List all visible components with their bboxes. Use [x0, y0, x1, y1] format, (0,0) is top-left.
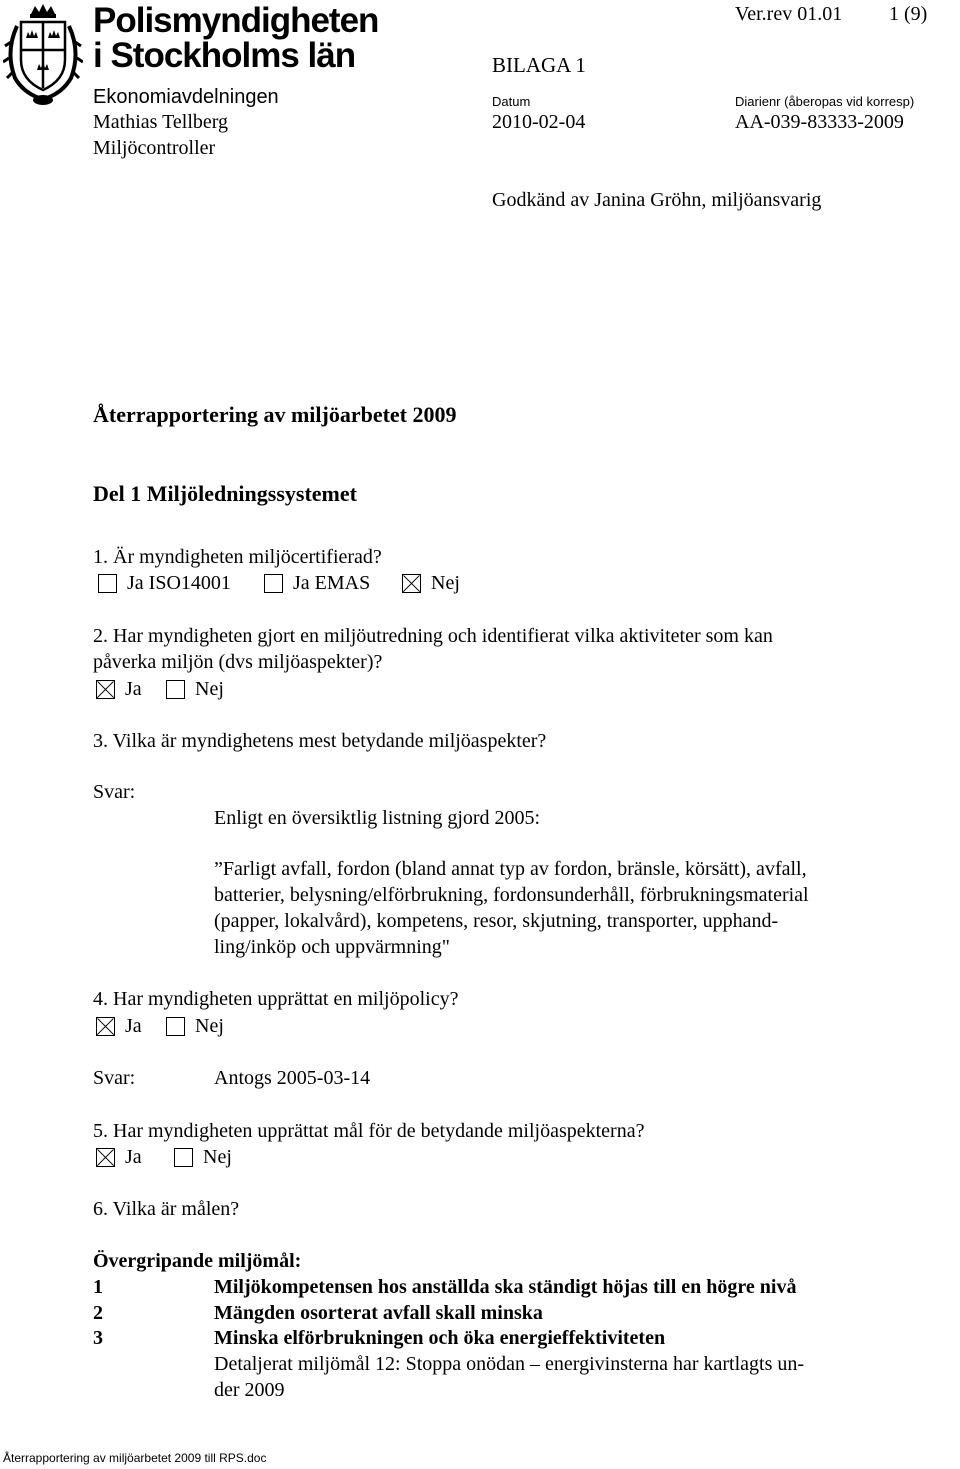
document-title: Återrapportering av miljöarbetet 2009: [93, 402, 457, 427]
answer-3-intro: Enligt en översiktlig listning gjord 2005:: [214, 807, 541, 829]
datum-label: Datum: [492, 94, 531, 109]
question-2-line2: påverka miljön (dvs miljöaspekter)?: [93, 651, 383, 673]
answer-3-line3: (papper, lokalvård), kompetens, resor, skjutning, transporter, upphand-: [214, 910, 779, 932]
checkbox-checked[interactable]: [402, 574, 421, 593]
question-6: 6. Vilka är målen?: [93, 1198, 240, 1220]
question-4-options: [96, 1015, 224, 1038]
footer-filename: Återrapportering av miljöarbetet 2009 till RPS.doc: [3, 1451, 267, 1465]
checkbox[interactable]: [264, 574, 283, 593]
author-role: Miljöcontroller: [93, 137, 216, 159]
bilaga-label: BILAGA 1: [492, 53, 586, 77]
checkbox-checked[interactable]: [96, 1148, 115, 1167]
option-nej[interactable]: Nej: [166, 678, 224, 701]
logo-title-line1: Polismyndigheten: [93, 1, 379, 40]
datum-value: 2010-02-04: [492, 111, 586, 133]
goal-detail-line1: Detaljerat miljömål 12: Stoppa onödan – energivinsterna har kartlagts un-: [214, 1353, 805, 1375]
goal-2-number: 2: [93, 1302, 103, 1324]
coat-of-arms-logo: [3, 2, 83, 107]
question-5: 5. Har myndigheten upprättat mål för de betydande miljöaspekterna?: [93, 1120, 645, 1142]
approved-by: Godkänd av Janina Gröhn, miljöansvarig: [492, 189, 822, 211]
svar-label-q4: Svar:: [93, 1067, 136, 1089]
logo-title-line2: i Stockholms län: [93, 36, 356, 75]
goals-heading: Övergripande miljömål:: [93, 1250, 302, 1272]
option-ja-emas[interactable]: Ja EMAS: [264, 572, 402, 595]
goal-2-text: Mängden osorterat avfall skall minska: [214, 1302, 543, 1324]
answer-3-line4: ling/inköp och uppvärmning": [214, 936, 450, 958]
checkbox[interactable]: [98, 574, 117, 593]
goal-1-number: 1: [93, 1276, 103, 1298]
department: Ekonomiavdelningen: [93, 86, 279, 108]
section-title: Del 1 Miljöledningssystemet: [93, 481, 357, 506]
option-nej[interactable]: Nej: [174, 1146, 232, 1169]
question-1-options: [98, 572, 460, 595]
option-ja-iso14001[interactable]: Ja ISO14001: [98, 572, 264, 595]
option-nej[interactable]: Nej: [166, 1015, 224, 1038]
answer-3-line1: ”Farligt avfall, fordon (bland annat typ av fordon, bränsle, körsätt), avfall,: [214, 858, 807, 880]
diarienr-label: Diarienr (åberopas vid korresp): [735, 94, 915, 109]
version: Ver.rev 01.01: [735, 3, 843, 25]
question-2-line1: 2. Har myndigheten gjort en miljöutredning och identifierat vilka aktiviteter som kan: [93, 625, 773, 647]
checkbox-checked[interactable]: [96, 1017, 115, 1036]
question-1: 1. Är myndigheten miljöcertifierad?: [93, 546, 382, 568]
goal-3-number: 3: [93, 1327, 103, 1349]
question-4: 4. Har myndigheten upprättat en miljöpolicy?: [93, 988, 459, 1010]
diarienr-value: AA-039-83333-2009: [735, 111, 904, 133]
author-name: Mathias Tellberg: [93, 111, 229, 133]
checkbox[interactable]: [174, 1148, 193, 1167]
option-ja[interactable]: Ja: [96, 1146, 174, 1169]
answer-4: Antogs 2005-03-14: [214, 1067, 371, 1089]
question-5-options: [96, 1146, 232, 1169]
goal-detail-line2: der 2009: [214, 1379, 285, 1401]
page-number: 1 (9): [889, 3, 928, 25]
goal-1-text: Miljökompetensen hos anställda ska ständigt höjas till en högre nivå: [214, 1276, 797, 1298]
svar-label-q3: Svar:: [93, 781, 136, 803]
checkbox[interactable]: [166, 680, 185, 699]
option-ja[interactable]: Ja: [96, 1015, 166, 1038]
option-nej[interactable]: Nej: [402, 572, 460, 595]
goal-3-text: Minska elförbrukningen och öka energieffektiviteten: [214, 1327, 666, 1349]
answer-3-line2: batterier, belysning/elförbrukning, fordonsunderhåll, förbrukningsmaterial: [214, 884, 809, 906]
question-2-options: [96, 678, 224, 701]
question-3: 3. Vilka är myndighetens mest betydande miljöaspekter?: [93, 730, 547, 752]
checkbox[interactable]: [166, 1017, 185, 1036]
option-ja[interactable]: Ja: [96, 678, 166, 701]
checkbox-checked[interactable]: [96, 680, 115, 699]
